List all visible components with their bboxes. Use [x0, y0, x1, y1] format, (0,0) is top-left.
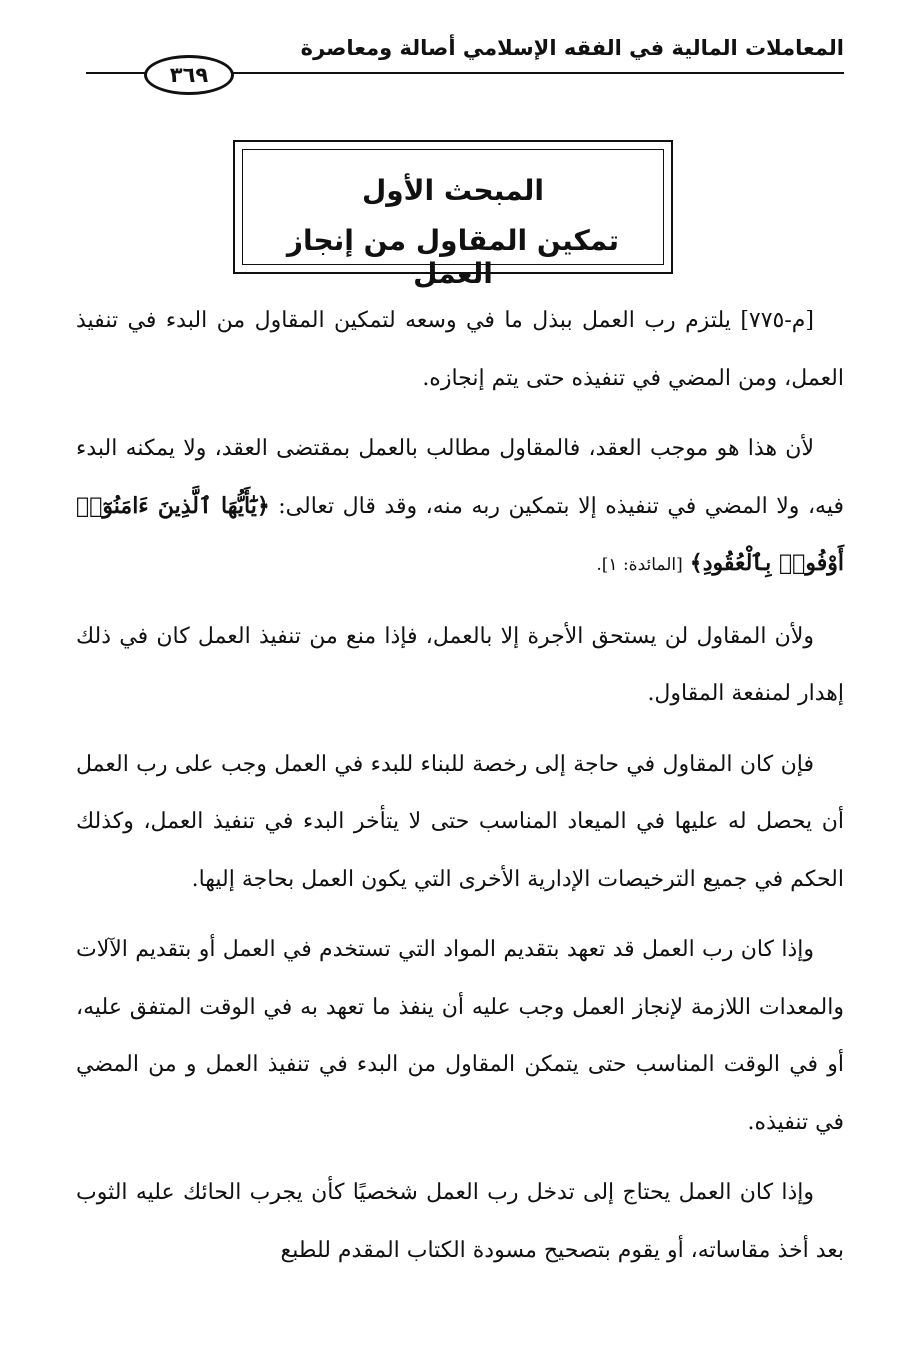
verse-reference: [المائدة: ١].	[596, 555, 683, 575]
section-title: المبحث الأول	[361, 174, 545, 207]
paragraph-6: وإذا كان العمل يحتاج إلى تدخل رب العمل شخصيًا كأن يجرب الحائك عليه الثوب بعد أخذ مقاساته، أو يقوم بتصحيح مسودة الكتاب المقدم للطبع	[76, 1180, 844, 1263]
section-title-frame	[242, 149, 664, 290]
quran-verse: ﴿يَٰٓأَيُّهَا ٱلَّذِينَ ءَامَنُوٓا۟ أَوْفُوا۟ بِٱلْعُقُودِ﴾	[76, 492, 844, 576]
section-subtitle: تمكين المقاول من إنجاز العمل	[286, 224, 620, 290]
paragraph-3: ولأن المقاول لن يستحق الأجرة إلا بالعمل، فإذا منع من تنفيذ العمل كان في ذلك إهدار لمنفعة المقاول.	[76, 623, 844, 706]
paragraph-5: وإذا كان رب العمل قد تعهد بتقديم المواد التي تستخدم في العمل أو بتقديم الآلات والمعدات اللازمة لإنجاز العمل وجب عليه أن ينفذ ما تعهد به في الوقت المتفق عليه، أو في الوقت المناسب حتى يتمكن المقاول من البدء في تنفيذ العمل و من المضي في تنفيذه.	[76, 937, 844, 1135]
page-number: ٣٦٩	[144, 55, 234, 95]
paragraph-4: فإن كان المقاول في حاجة إلى رخصة للبناء للبدء في العمل وجب على رب العمل أن يحصل له عليها في الميعاد المناسب حتى لا يتأخر البدء في تنفيذ العمل، وكذلك الحكم في جميع الترخيصات الإدارية الأخرى التي يكون العمل بحاجة إليها.	[76, 751, 844, 892]
paragraph-1: [م-٧٧٥] يلتزم رب العمل ببذل ما في وسعه لتمكين المقاول من البدء في تنفيذ العمل، ومن المضي في تنفيذه حتى يتم إنجازه.	[76, 308, 844, 391]
paragraph-2-text: لأن هذا هو موجب العقد، فالمقاول مطالب بالعمل بمقتضى العقد، ولا يمكنه البدء فيه، ولا المضي في تنفيذه إلا بتمكين ربه منه، وقد قال تعالى:	[76, 436, 844, 519]
body-text	[76, 292, 844, 1292]
running-header: المعاملات المالية في الفقه الإسلامي أصالة ومعاصرة	[300, 36, 844, 60]
section-title-box	[233, 140, 673, 290]
paragraph-2	[76, 420, 844, 595]
